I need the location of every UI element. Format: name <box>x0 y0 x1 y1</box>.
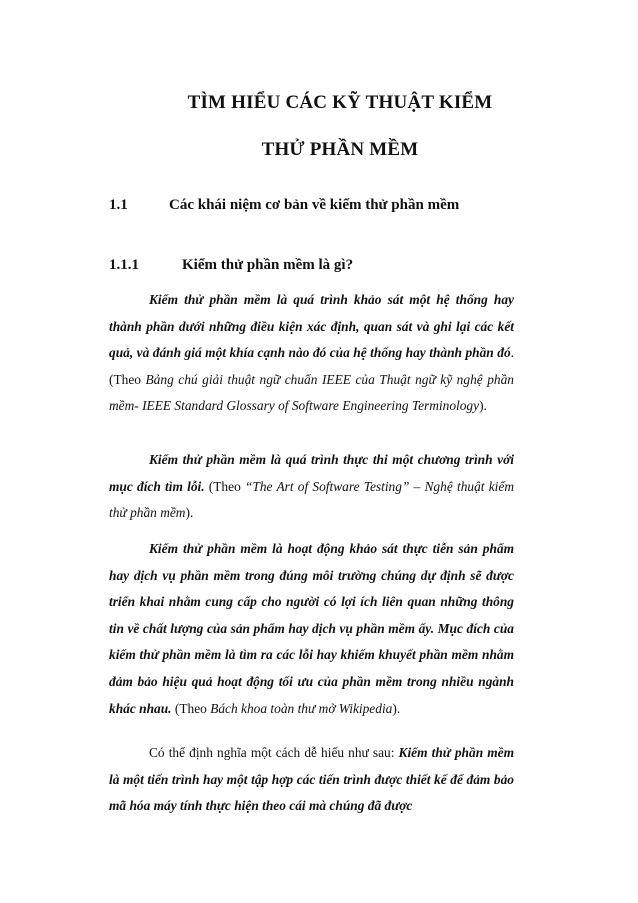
citation-prefix: (Theo <box>171 700 211 716</box>
definition-text: Kiểm thử phần mềm là một tiến trình hay một tập hợp các tiến trình được thiết kế để đảm bảo mã hóa máy tính thực hiện theo cái mà chúng đã được <box>109 745 514 814</box>
paragraph-definition-art-of-testing <box>109 447 514 527</box>
definition-text: Kiểm thử phần mềm là quá trình khảo sát một hệ thống hay thành phần dưới những điều kiện xác định, quan sát và ghi lại các kết quả, và đánh giá một khía cạnh nào đó của hệ thống hay thành phần đó <box>109 292 514 361</box>
paragraph-simple-definition <box>109 740 514 820</box>
citation-source: Bảng chú giải thuật ngữ chuẩn IEEE của Thuật ngữ kỹ nghệ phần mềm- IEEE Standard Glossary of Software Engineering Terminology <box>109 371 515 414</box>
section-heading <box>109 197 459 214</box>
subsection-number: 1.1.1 <box>109 257 139 273</box>
section-number: 1.1 <box>109 197 128 213</box>
section-title: Các khái niệm cơ bản về kiểm thử phần mềm <box>169 197 460 213</box>
intro-text: Có thể định nghĩa một cách dễ hiểu như sau: <box>149 745 399 760</box>
paragraph-definition-wikipedia <box>109 536 514 722</box>
paragraph-definition-ieee <box>109 287 514 420</box>
subsection-heading <box>109 257 353 274</box>
citation-source: “The Art of Software Testing” – Nghệ thuật kiểm thử phần mềm <box>109 478 514 521</box>
document-title-line-2: THỬ PHẦN MỀM <box>261 139 419 160</box>
definition-text: Kiểm thử phần mềm là hoạt động khảo sát thực tiễn sản phẩm hay dịch vụ phần mềm trong đúng môi trường chúng dự định sẽ được triển khai nhằm cung cấp cho người có lợi ích liên quan những thông tin về chất lượng của sản phẩm hay dịch vụ phần mềm ấy. Mục đích của kiểm thử phần mềm là tìm ra các lỗi hay khiếm khuyết phần mềm nhằm đảm bảo hiệu quả hoạt động tối ưu của phần mềm trong nhiều ngành khác nhau. <box>109 541 514 716</box>
citation-suffix: ). <box>392 700 401 716</box>
citation-source: Bách khoa toàn thư mở Wikipedia <box>210 700 393 716</box>
citation-prefix: (Theo <box>204 478 245 494</box>
document-title-line-1: TÌM HIỂU CÁC KỸ THUẬT KIỂM <box>187 92 493 113</box>
subsection-title: Kiểm thử phần mềm là gì? <box>182 257 354 273</box>
definition-text: Kiểm thử phần mềm là quá trình thực thi một chương trình với mục đích tìm lỗi. <box>109 452 514 494</box>
citation-suffix: ). <box>185 505 194 521</box>
citation-suffix: ). <box>479 398 487 414</box>
citation-prefix: . (Theo <box>109 345 514 387</box>
